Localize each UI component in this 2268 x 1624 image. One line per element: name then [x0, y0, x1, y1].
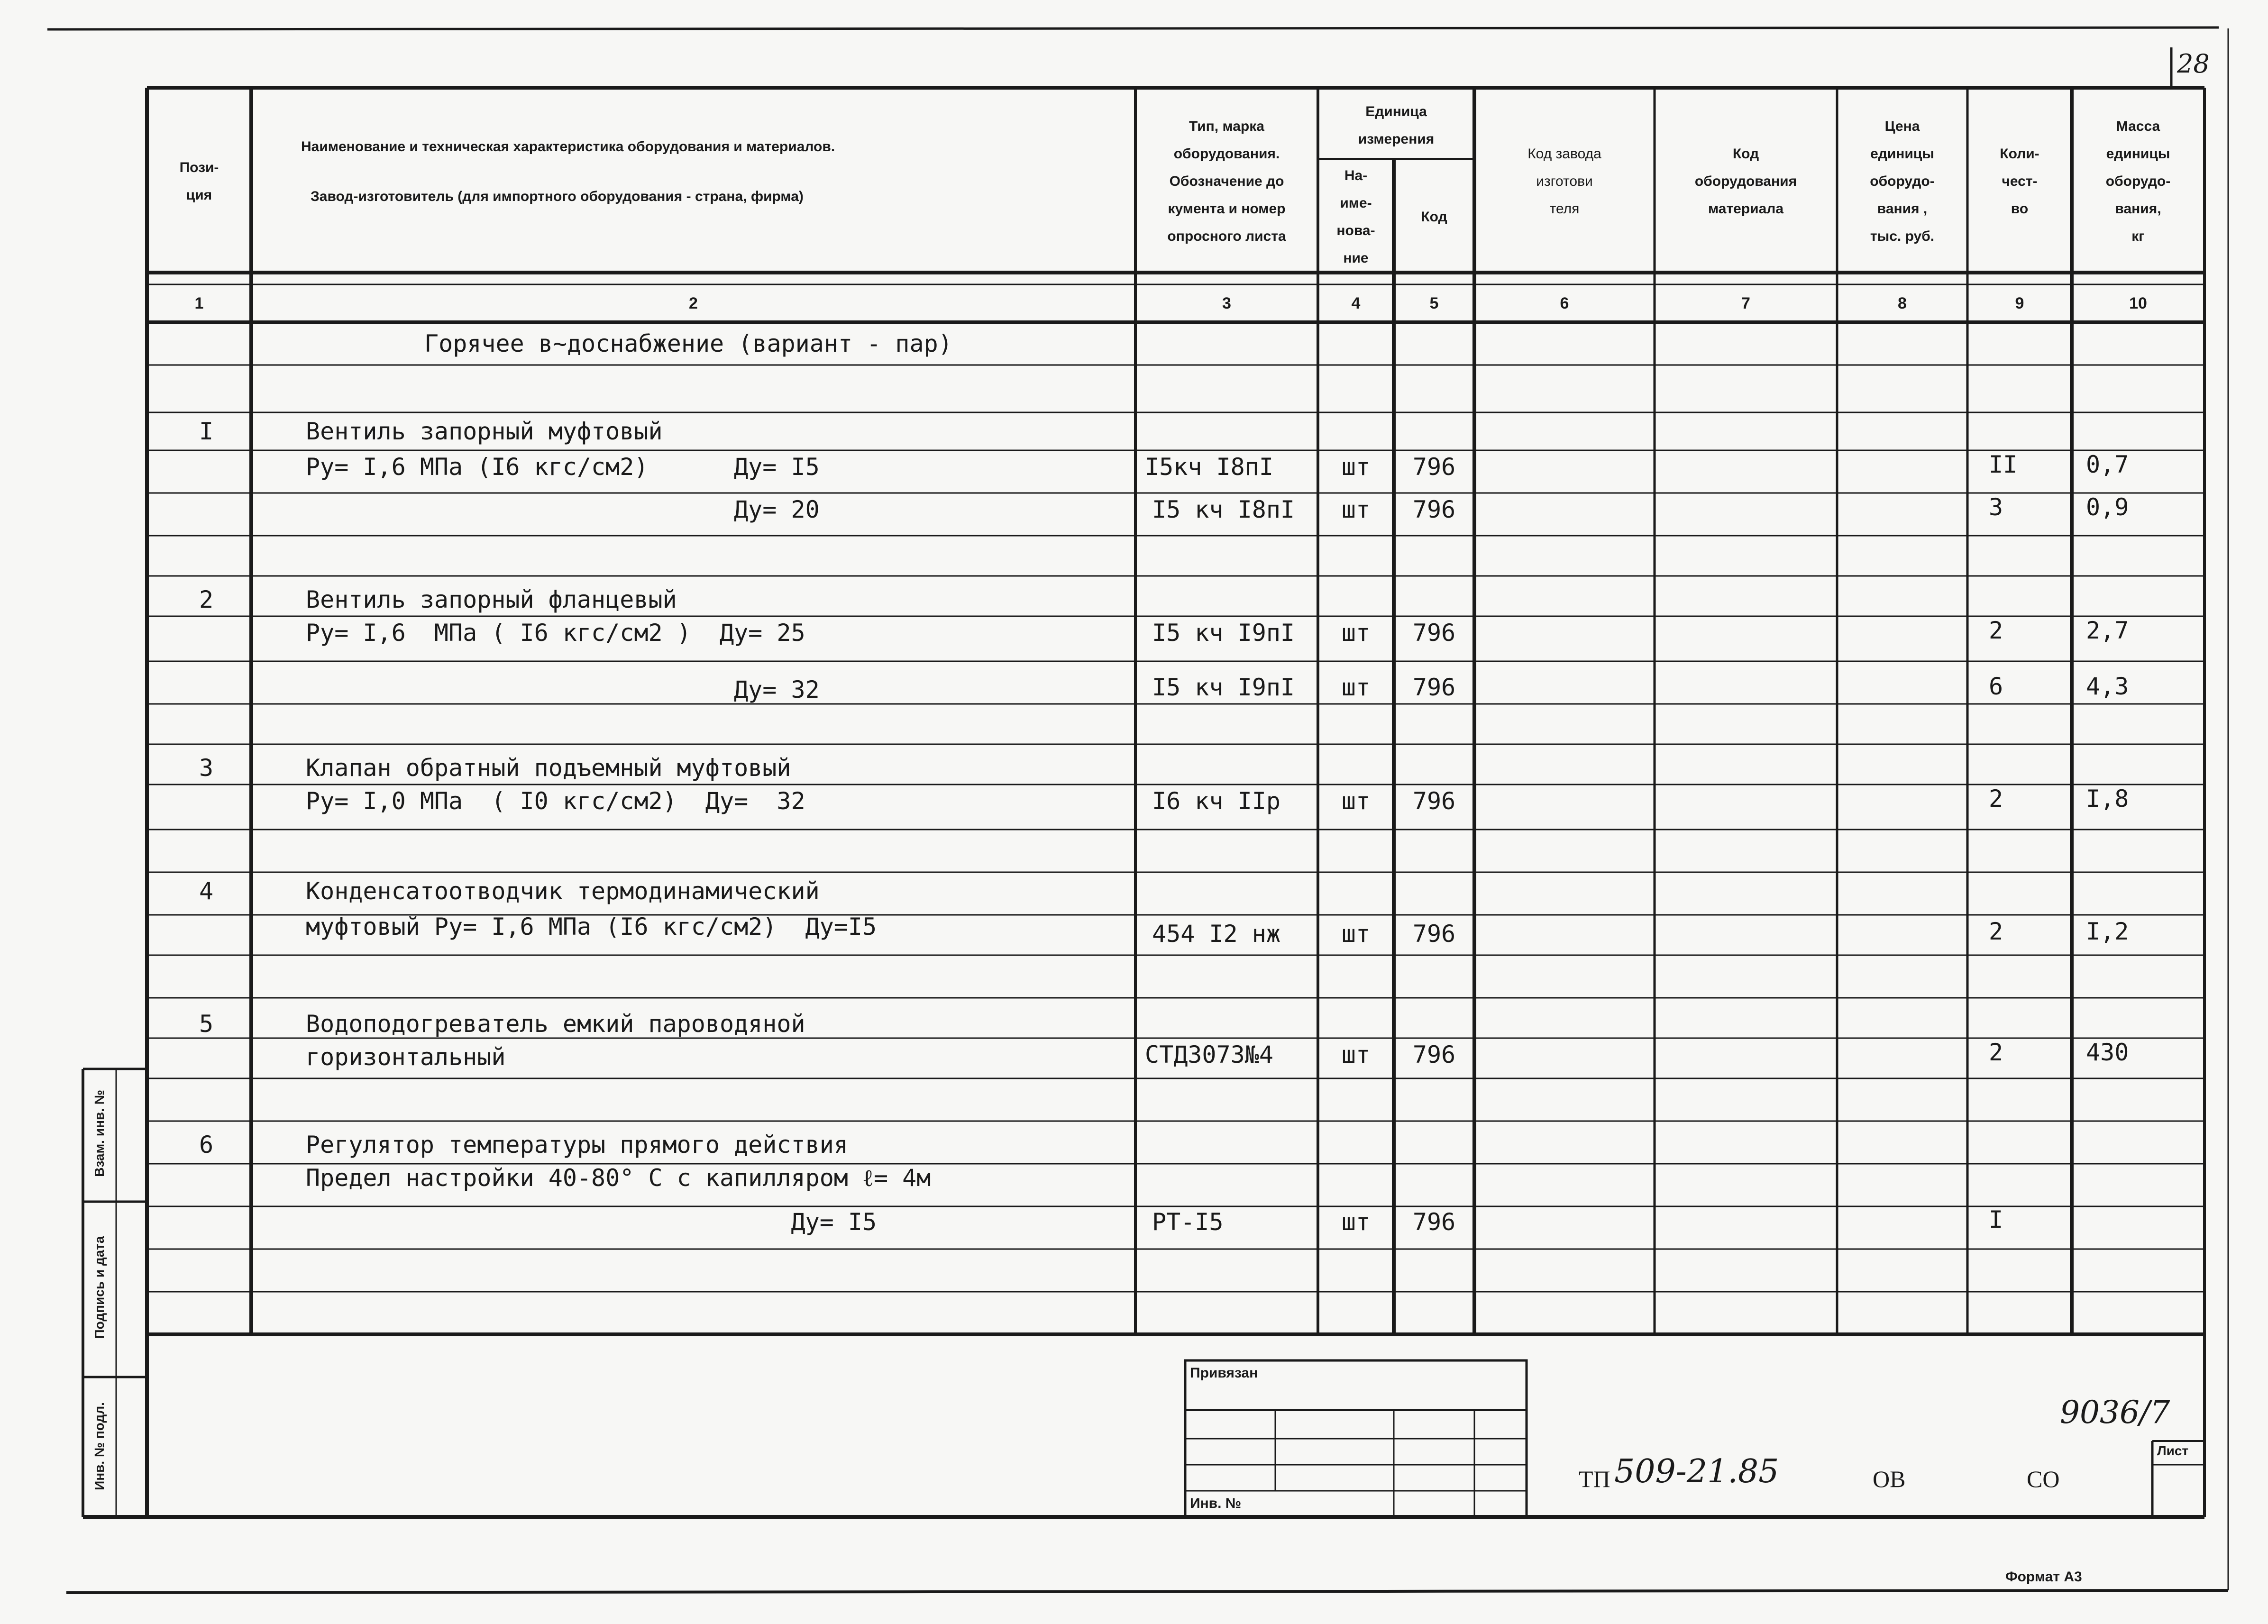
row-mass: 2,7 — [2086, 617, 2129, 644]
header-unit-group: Единица измерения — [1358, 104, 1435, 147]
row-unit: шт — [1341, 453, 1371, 481]
doc-code-number: 509-21.85 — [1614, 1453, 1779, 1490]
column-number: 9 — [2015, 294, 2024, 312]
row-name: Конденсатоотводчик термодинамический — [306, 877, 820, 905]
row-designation: РТ-I5 — [1152, 1208, 1224, 1236]
row-designation: I5 кч I9пI — [1152, 619, 1295, 647]
row-name: Ду= 20 — [306, 496, 820, 523]
row-mass: I,2 — [2086, 918, 2129, 945]
row-name: Водоподогреватель емкий пароводяной — [306, 1010, 805, 1038]
header-type: Тип, марка оборудования. Обозначение до кумента и номер опросного листа — [1167, 118, 1286, 244]
row-quantity: 2 — [1989, 918, 2003, 945]
column-number: 2 — [689, 294, 698, 312]
row-unit: шт — [1341, 1041, 1371, 1068]
header-price: Цена единицы оборудо- вания , тыс. руб. — [1870, 118, 1935, 244]
row-name: Ру= I,0 МПа ( I0 кгс/см2) Ду= 32 — [306, 787, 805, 815]
row-name: Вентиль запорный фланцевый — [306, 586, 677, 613]
sheet-number-corner: 28 — [2177, 49, 2210, 79]
header-unit-name: На- име- нова- ние — [1336, 167, 1375, 266]
row-position: 5 — [199, 1010, 214, 1038]
column-number: 4 — [1351, 294, 1361, 312]
row-position: 6 — [199, 1131, 214, 1159]
hand-number: 9036/7 — [2060, 1394, 2170, 1431]
row-mass: 0,7 — [2086, 451, 2129, 478]
row-unit-code: 796 — [1412, 619, 1456, 647]
row-name: муфтовый Ру= I,6 МПа (I6 кгс/см2) Ду=I5 — [306, 913, 877, 940]
row-quantity: 2 — [1989, 785, 2003, 812]
row-name: Клапан обратный подъемный муфтовый — [306, 754, 791, 782]
row-unit: шт — [1341, 496, 1371, 523]
row-unit: шт — [1341, 787, 1371, 815]
row-name: Предел настройки 40-80° С с капилляром ℓ= 4м — [306, 1164, 931, 1192]
row-quantity: 3 — [1989, 493, 2003, 521]
row-unit-code: 796 — [1412, 453, 1456, 481]
row-mass: 4,3 — [2086, 673, 2129, 700]
row-position: 4 — [199, 877, 214, 905]
row-designation: 454 I2 нж — [1152, 920, 1280, 948]
row-unit-code: 796 — [1412, 1208, 1456, 1236]
row-mass: I,8 — [2086, 785, 2129, 812]
doc-code-prefix: ТП — [1579, 1466, 1610, 1492]
header-position: Пози- ция — [179, 159, 219, 203]
row-name: Ду= 32 — [306, 676, 820, 703]
row-name: Ду= I5 — [306, 1208, 877, 1236]
row-designation: I6 кч IIр — [1152, 787, 1280, 815]
doc-mark-ov: ОВ — [1873, 1466, 1906, 1492]
list-label: Лист — [2157, 1443, 2189, 1458]
row-designation: I5 кч I8пI — [1152, 496, 1295, 523]
section-title: Горячее в~доснабжение (вариант - пар) — [424, 330, 952, 357]
column-number: 5 — [1429, 294, 1439, 312]
side-label-podpis: Подпись и дата — [92, 1236, 107, 1339]
header-equipment-code: Код оборудования материала — [1694, 146, 1797, 217]
row-quantity: 2 — [1989, 1039, 2003, 1066]
row-unit: шт — [1341, 674, 1371, 701]
row-unit-code: 796 — [1412, 674, 1456, 701]
row-unit-code: 796 — [1412, 496, 1456, 523]
header-unit-code: Код — [1421, 209, 1447, 225]
row-unit-code: 796 — [1412, 920, 1456, 948]
row-position: I — [199, 418, 214, 445]
column-number: 10 — [2129, 294, 2147, 312]
stamp-privyazan: Привязан — [1190, 1365, 1258, 1381]
row-unit: шт — [1341, 1208, 1371, 1236]
row-position: 2 — [199, 586, 214, 613]
column-number: 3 — [1222, 294, 1231, 312]
header-factory-code: Код завода изготови теля — [1527, 146, 1601, 217]
column-number: 1 — [194, 294, 204, 312]
side-label-vzam: Взам. инв. № — [92, 1090, 107, 1177]
row-name: Ру= I,6 МПа ( I6 кгс/см2 ) Ду= 25 — [306, 619, 805, 647]
row-designation: СТД3073№4 — [1145, 1041, 1273, 1068]
row-name: горизонтальный — [306, 1043, 506, 1071]
doc-mark-co: СО — [2027, 1466, 2060, 1492]
column-number: 8 — [1898, 294, 1907, 312]
header-name-line1: Наименование и техническая характеристика оборудования и материалов. — [301, 139, 835, 155]
stamp-inv-no: Инв. № — [1190, 1496, 1242, 1511]
side-label-inv-podl: Инв. № подл. — [92, 1402, 107, 1490]
row-quantity: II — [1989, 451, 2018, 478]
row-unit: шт — [1341, 619, 1371, 647]
row-unit-code: 796 — [1412, 787, 1456, 815]
row-position: 3 — [199, 754, 214, 782]
row-quantity: 2 — [1989, 617, 2003, 644]
header-mass: Масса единицы оборудо- вания, кг — [2105, 118, 2171, 244]
format-label: Формат А3 — [2005, 1569, 2082, 1585]
row-mass: 0,9 — [2086, 493, 2129, 521]
row-quantity: I — [1989, 1206, 2003, 1233]
row-quantity: 6 — [1989, 673, 2003, 700]
column-number: 6 — [1560, 294, 1569, 312]
row-designation: I5кч I8пI — [1145, 453, 1273, 481]
row-name: Ру= I,6 МПа (I6 кгс/см2) Ду= I5 — [306, 453, 820, 481]
row-name: Вентиль запорный муфтовый — [306, 418, 663, 445]
row-mass: 430 — [2086, 1039, 2129, 1066]
row-name: Регулятор температуры прямого действия — [306, 1131, 848, 1159]
row-unit-code: 796 — [1412, 1041, 1456, 1068]
row-designation: I5 кч I9пI — [1152, 674, 1295, 701]
column-number: 7 — [1741, 294, 1750, 312]
row-unit: шт — [1341, 920, 1371, 948]
header-name-line2: Завод-изготовитель (для импортного оборудования - страна, фирма) — [311, 189, 804, 204]
header-quantity: Коли- чест- во — [2000, 146, 2039, 217]
